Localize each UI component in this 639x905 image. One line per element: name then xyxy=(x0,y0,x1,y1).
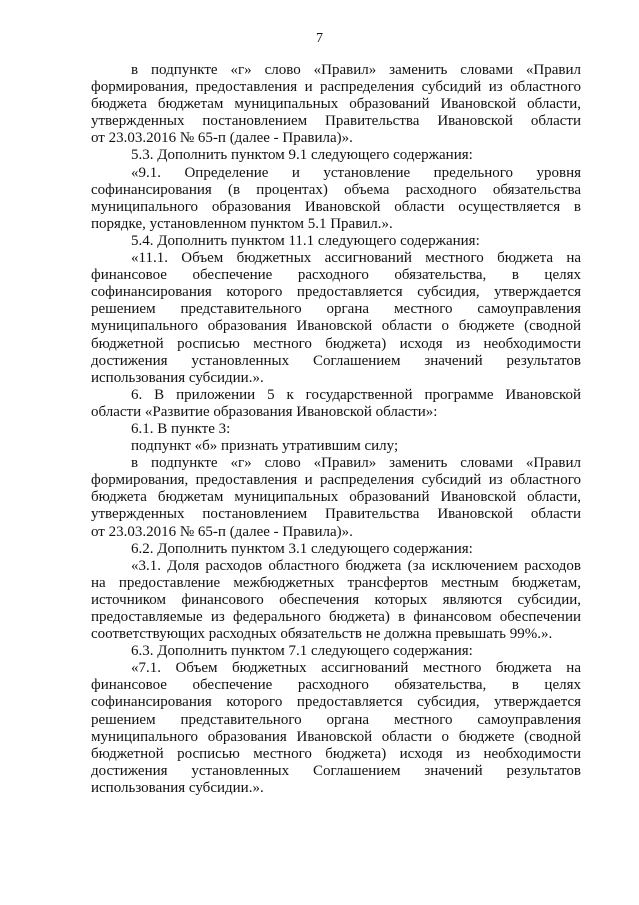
text-line: 5.4. Дополнить пунктом 11.1 следующего содержания: xyxy=(131,232,480,249)
text-line: утвержденных постановлением Правительства Ивановской области xyxy=(91,506,581,523)
text-line: решением представительного органа местного самоуправления xyxy=(91,711,581,728)
text-line: бюджета бюджетам муниципальных образований Ивановской области, xyxy=(91,489,581,506)
text-line: финансовое обеспечение расходного обязательства, в целях xyxy=(91,267,581,284)
text-line: софинансирования которого предоставляется субсидия, утверждается xyxy=(91,694,581,711)
text-line: «11.1. Объем бюджетных ассигнований местного бюджета на xyxy=(131,250,581,267)
paragraph xyxy=(91,387,581,421)
text-line: «9.1. Определение и установление предельного уровня xyxy=(131,164,581,181)
text-line: источником финансового обеспечения которых являются субсидии, xyxy=(91,591,581,608)
text-line: порядке, установленном пунктом 5.1 Правил.». xyxy=(91,215,393,232)
text-line: использования субсидии.». xyxy=(91,369,264,386)
text-line: достижения установленных Соглашением значений результатов xyxy=(91,762,581,779)
document-body xyxy=(91,62,581,797)
text-line: муниципального образования Ивановской области осуществляется в xyxy=(91,198,581,215)
text-line: достижения установленных Соглашением значений результатов xyxy=(91,352,581,369)
text-line: утвержденных постановлением Правительства Ивановской области xyxy=(91,113,581,130)
text-line: «7.1. Объем бюджетных ассигнований местного бюджета на xyxy=(131,660,581,677)
text-line: соответствующих расходных обязательств не должна превышать 99%.». xyxy=(91,626,553,643)
text-line: 6.3. Дополнить пунктом 7.1 следующего содержания: xyxy=(131,643,473,660)
text-line: 6.2. Дополнить пунктом 3.1 следующего содержания: xyxy=(131,540,473,557)
paragraph xyxy=(91,660,581,797)
text-line: на предоставление межбюджетных трансфертов местным бюджетам, xyxy=(91,574,581,591)
text-line: софинансирования которого предоставляется субсидия, утверждается xyxy=(91,284,581,301)
text-line: формирования, предоставления и распределения субсидий из областного xyxy=(91,79,581,96)
paragraph xyxy=(91,643,581,660)
text-line: подпункт «б» признать утратившим силу; xyxy=(131,438,399,455)
text-line: 5.3. Дополнить пунктом 9.1 следующего содержания: xyxy=(131,147,473,164)
paragraph xyxy=(91,438,581,455)
text-line: предоставляемые из федерального бюджета) в финансовом обеспечении xyxy=(91,609,581,625)
text-line: бюджета бюджетам муниципальных образований Ивановской области, xyxy=(91,96,581,113)
text-line: муниципального образования Ивановской области о бюджете (сводной xyxy=(91,318,581,335)
paragraph xyxy=(91,233,581,250)
text-line: бюджетной росписью местного бюджета) исходя из необходимости xyxy=(91,745,581,762)
text-line: в подпункте «г» слово «Правил» заменить словами «Правил xyxy=(131,455,581,472)
page-number: 7 xyxy=(316,31,323,46)
text-line: в подпункте «г» слово «Правил» заменить словами «Правил xyxy=(131,62,581,78)
paragraph xyxy=(91,541,581,558)
text-line: от 23.03.2016 № 65-п (далее - Правила)». xyxy=(91,130,353,147)
paragraph xyxy=(91,62,581,147)
paragraph xyxy=(91,455,581,540)
paragraph xyxy=(91,421,581,438)
text-line: софинансирования (в процентах) объема расходного обязательства xyxy=(91,181,581,198)
paragraph xyxy=(91,558,581,643)
text-line: формирования, предоставления и распределения субсидий из областного xyxy=(91,472,581,489)
text-line: 6.1. В пункте 3: xyxy=(131,420,231,437)
text-line: использования субсидии.». xyxy=(91,779,264,796)
paragraph xyxy=(91,250,581,387)
text-line: решением представительного органа местного самоуправления xyxy=(91,301,581,318)
text-line: бюджетной росписью местного бюджета) исходя из необходимости xyxy=(91,335,581,352)
text-line: муниципального образования Ивановской области о бюджете (сводной xyxy=(91,728,581,745)
text-line: от 23.03.2016 № 65-п (далее - Правила)». xyxy=(91,523,353,540)
text-line: финансовое обеспечение расходного обязательства, в целях xyxy=(91,677,581,694)
paragraph xyxy=(91,165,581,233)
text-line: области «Развитие образования Ивановской области»: xyxy=(91,403,438,420)
paragraph xyxy=(91,147,581,164)
text-line: 6. В приложении 5 к государственной программе Ивановской xyxy=(131,386,581,403)
text-line: «3.1. Доля расходов областного бюджета (за исключением расходов xyxy=(131,557,581,574)
